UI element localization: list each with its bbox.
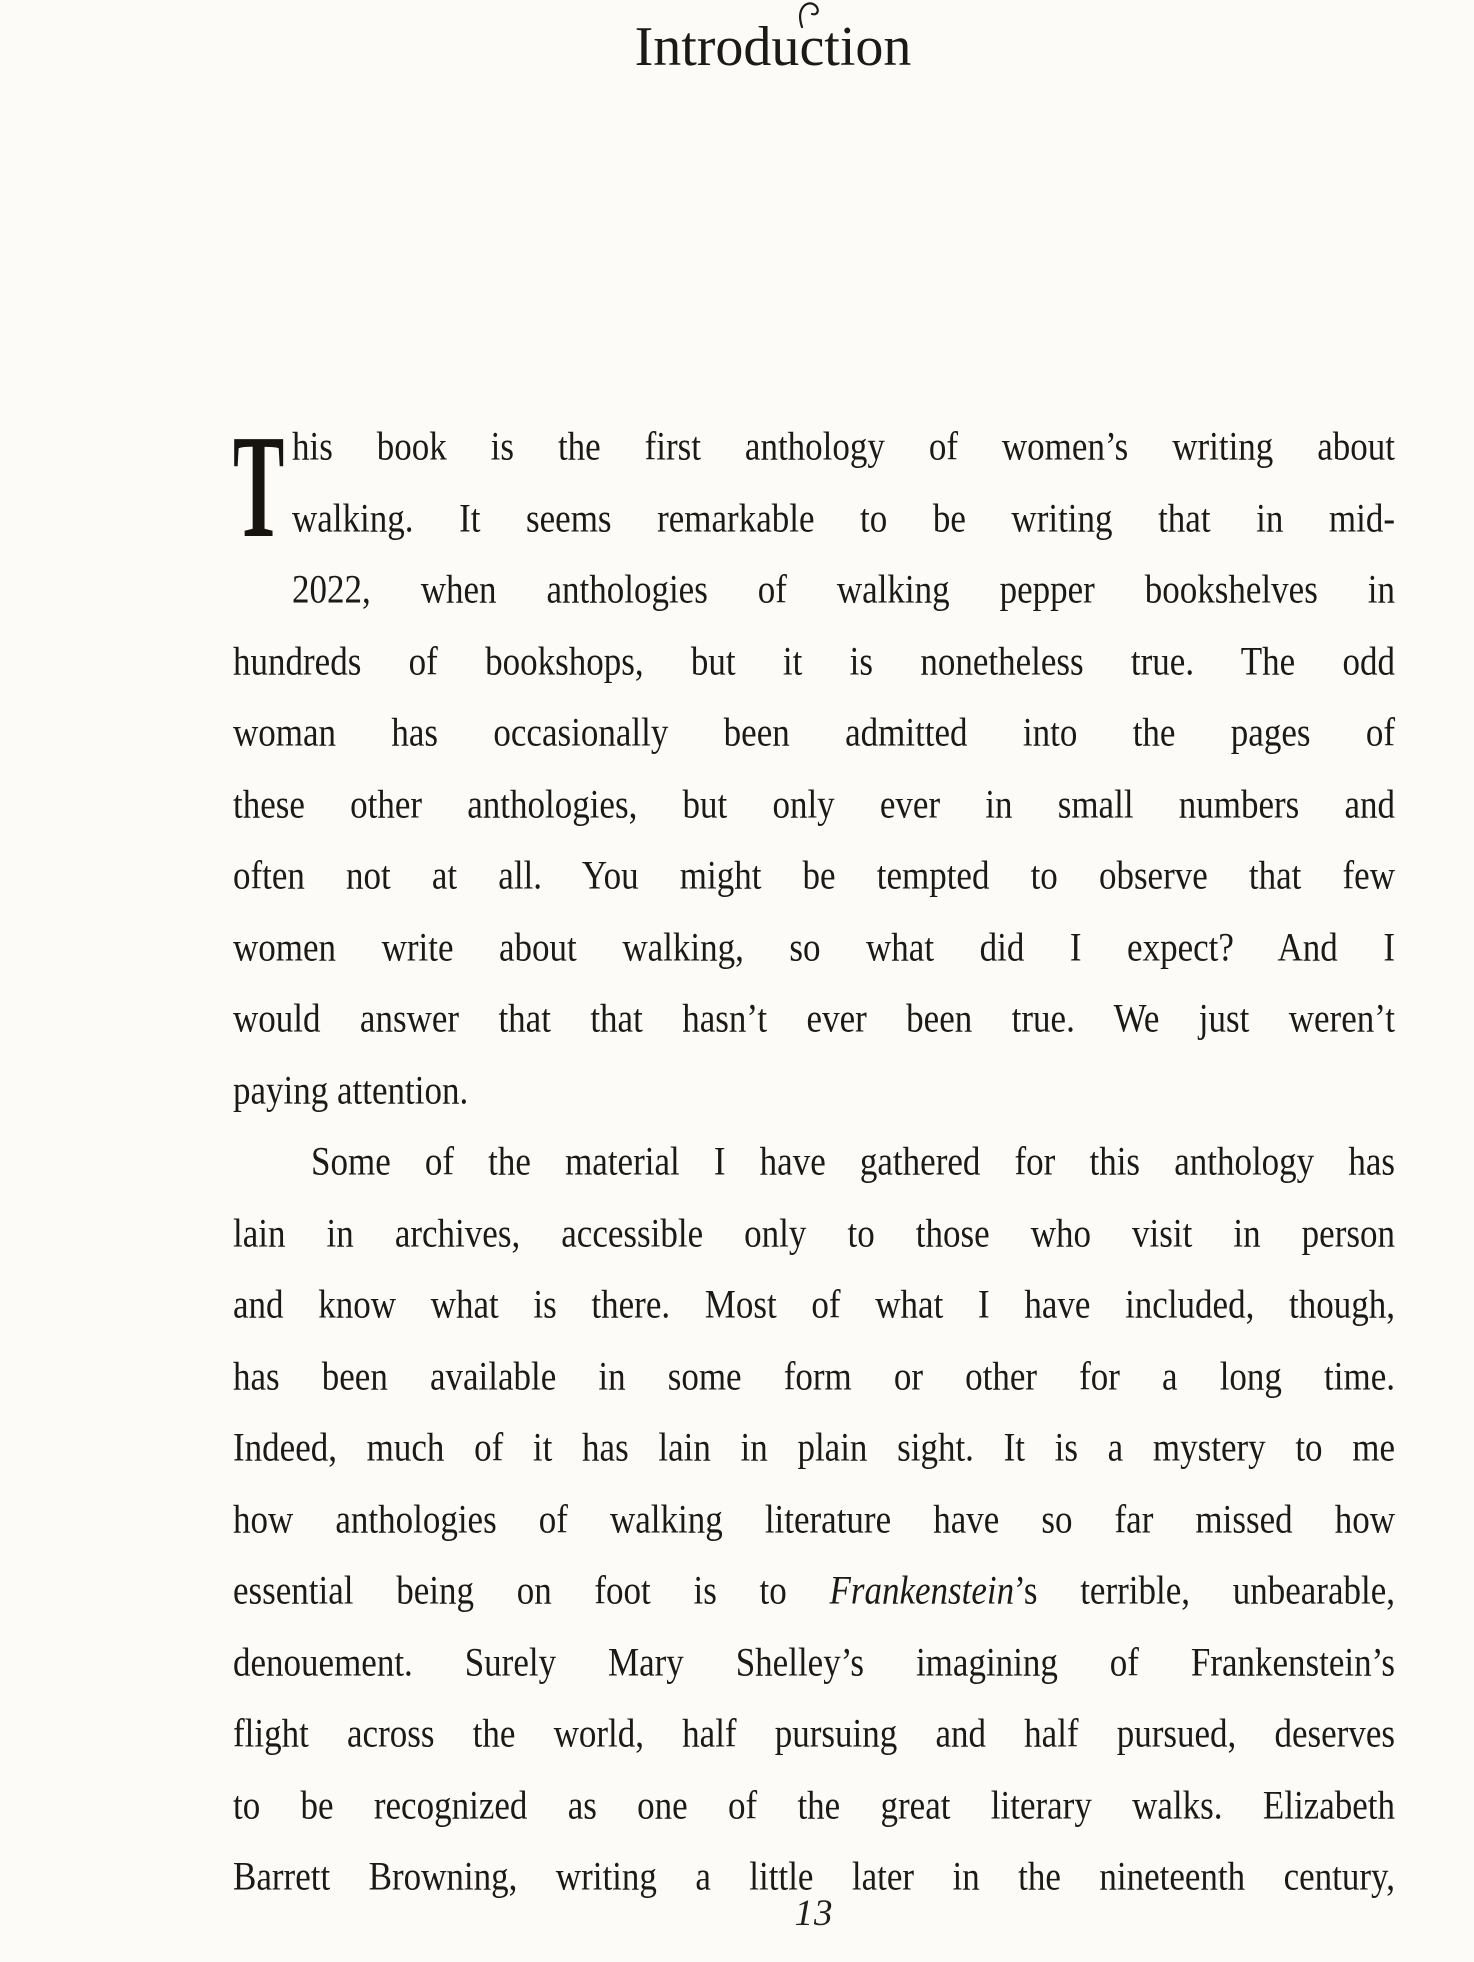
title-text-lig: ct	[799, 16, 840, 78]
text-line: paying attention.	[233, 1067, 469, 1113]
text-line: women write about walking, so what did I expect? And I	[233, 924, 1395, 970]
text-line: these other anthologies, but only ever in small numbers and	[233, 781, 1395, 827]
text-line	[233, 1550, 1395, 1632]
text-line: woman has occasionally been admitted into the pages of	[233, 710, 1395, 755]
page-number: 13	[794, 1893, 834, 1934]
text-line: denouement. Surely Mary Shelley’s imagining of Frankenstein’s	[233, 1639, 1395, 1685]
text-line: would answer that that hasn’t ever been true. We just weren’t	[233, 996, 1395, 1041]
text-line: how anthologies of walking literature have so far missed how	[233, 1496, 1395, 1542]
title-text-pre: Introdu	[634, 16, 800, 78]
text-line: 2022, when anthologies of walking pepper bookshelves in	[292, 567, 1395, 612]
text-line: often not at all. You might be tempted to observe that few	[233, 853, 1395, 898]
text-line: lain in archives, accessible only to those who visit in person	[233, 1210, 1395, 1256]
text-line: his book is the first anthology of women’s writing about	[292, 424, 1395, 469]
body-text	[233, 405, 1395, 1913]
paragraph-2	[233, 1126, 1395, 1913]
text-line: flight across the world, half pursuing and half pursued, deserves	[233, 1711, 1395, 1756]
text-line: to be recognized as one of the great literary walks. Elizabeth	[233, 1782, 1395, 1828]
text-segment: ’s terrible, unbearable,	[1014, 1568, 1395, 1613]
ct-swash-icon	[797, 0, 831, 28]
book-title-frankenstein: Frankenstein	[829, 1568, 1015, 1613]
text-line: Some of the material I have gathered for this anthology has	[311, 1139, 1395, 1184]
title-text-post: ion	[839, 16, 912, 78]
text-line: hundreds of bookshops, but it is nonetheless true. The odd	[233, 638, 1395, 684]
text-line: Indeed, much of it has lain in plain sight. It is a mystery to me	[233, 1425, 1395, 1470]
text-line: walking. It seems remarkable to be writing that in mid-	[292, 495, 1395, 541]
text-line: Barrett Browning, writing a little later in the nineteenth century,	[233, 1854, 1395, 1899]
drop-cap: T	[233, 405, 285, 569]
paragraph-1	[233, 405, 1395, 1126]
text-segment: essential being on foot is to	[233, 1568, 830, 1613]
text-line: has been available in some form or other for a long time.	[233, 1353, 1395, 1399]
ct-ligature	[799, 15, 839, 79]
page-title	[192, 15, 1354, 79]
text-line: and know what is there. Most of what I have included, though,	[233, 1282, 1395, 1327]
